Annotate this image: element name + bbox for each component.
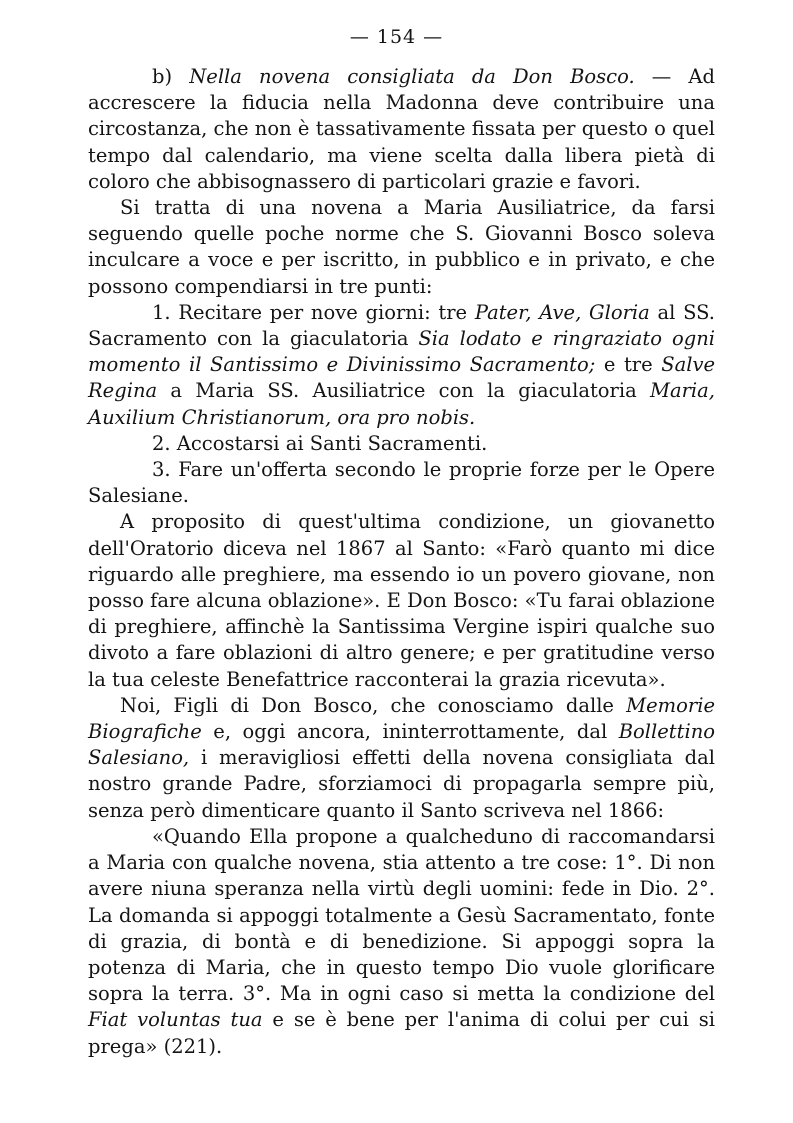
list-item-3: 3. Fare un'offerta secondo le proprie forze per le Opere Salesiane. (88, 458, 715, 508)
paragraph-text: i meravigliosi effetti della novena consigliata dal nostro grande Padre, sforziamoci di propagarla sempre più, senza però dimenticare quanto il Santo scriveva nel 1866: (88, 746, 715, 822)
periodical-title: Bollettino Salesiano, (88, 720, 715, 770)
paragraph-quotation (88, 824, 715, 1060)
paragraph-novena-intro (88, 64, 715, 195)
quotation-text: «Quando Ella propone a qualcheduno di raccomandarsi a Maria con qualche novena, stia attento a tre cose: 1°. Di non avere niuna speranza nella virtù degli uomini: fede in Dio. 2°. La domanda si appoggi totalmente a Gesù Sacramentato, fonte di grazia, di bontà e di benedizione. Si appoggi sopra la potenza di Maria, che in questo tempo Dio vuole glorificare sopra la terra. 3°. Ma in ogni caso si metta la condizione del (88, 824, 715, 1006)
paragraph-exhortation (88, 693, 715, 824)
list-text: 1. Recitare per nove giorni: tre (152, 300, 475, 324)
section-letter: b) (152, 65, 190, 88)
prayer-names: Pater, Ave, Gloria (474, 300, 650, 324)
book-title: Memorie Biografiche (88, 693, 715, 744)
giaculatoria: Sia lodato e ringraziato ogni momento il Santissimo e Divinissimo Sacramento; (88, 327, 715, 377)
list-text: e tre (595, 353, 662, 377)
quotation-text: e se è bene per l'anima di colui per cui si prega» (221). (88, 1008, 715, 1058)
section-title: Nella novena consigliata da Don Bosco. (189, 65, 635, 88)
body-text (88, 64, 715, 1060)
page-number: — 154 — (349, 26, 444, 48)
giaculatoria: Maria, Auxilium Christianorum, ora pro nobis. (88, 379, 715, 429)
latin-phrase: Fiat voluntas tua (88, 1008, 263, 1032)
paragraph-anecdote: A proposito di quest'ultima condizione, un giovanetto dell'Oratorio diceva nel 1867 al Santo: «Farò quanto mi dice riguardo alle preghiere, ma essendo io un povero giovane, non posso fare alcuna oblazione». E Don Bosco: «Tu farai oblazione di preghiere, affinchè la Santissima Vergine ispiri qualche suo divoto a fare oblazioni di altro genere; e per gratitudine verso la tua celeste Benefattrice racconterai la grazia ricevuta». (88, 510, 715, 691)
paragraph-text: — Ad accrescere la fiducia nella Madonna deve contribuire una circostanza, che non è tassativamente fissata per questo o quel tempo dal calendario, ma viene scelta dalla libera pietà di coloro che abbisognassero di particolari grazie e favori. (88, 65, 715, 193)
paragraph-text: Noi, Figli di Don Bosco, che conosciamo dalle (120, 693, 627, 717)
paragraph-text: e, oggi ancora, ininterrottamente, dal (201, 720, 619, 744)
prayer-name: Salve Regina (88, 353, 715, 403)
list-item-2: 2. Accostarsi ai Santi Sacramenti. (152, 431, 488, 455)
list-item-1 (88, 300, 715, 431)
list-text: al SS. Sacramento con la giaculatoria (88, 300, 715, 351)
list-text: a Maria SS. Ausiliatrice con la giaculatoria (157, 379, 651, 403)
paragraph-novena-description: Si tratta di una novena a Maria Ausiliatrice, da farsi seguendo quelle poche norme che S. Giovanni Bosco soleva inculcare a voce e per iscritto, in pubblico e in privato, e che possono compendiarsi in tre punti: (88, 196, 715, 298)
